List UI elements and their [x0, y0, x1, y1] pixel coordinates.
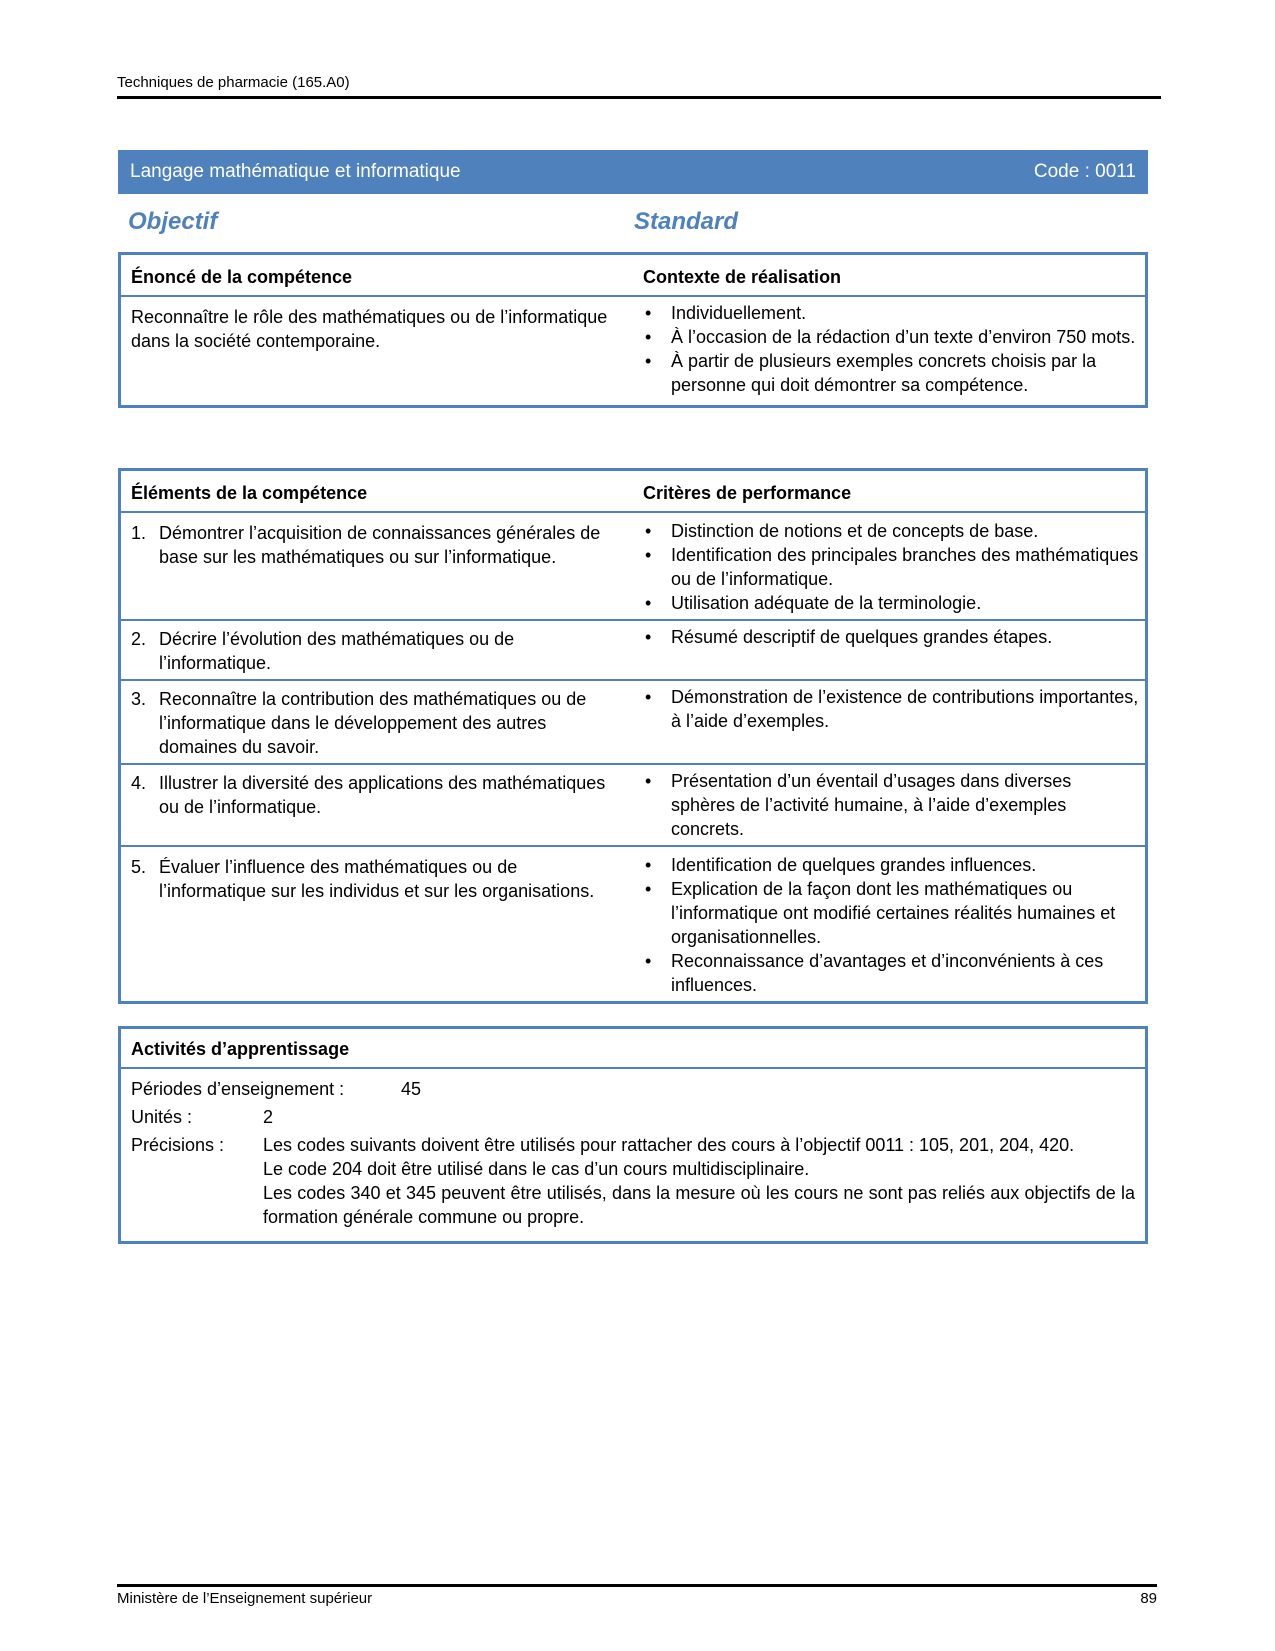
element-number: 2. [131, 629, 147, 649]
precisions-label: Précisions : [131, 1135, 225, 1155]
competence-row [121, 295, 1145, 405]
table-row [121, 619, 1145, 679]
element-number: 1. [131, 523, 147, 543]
course-title-bar [118, 150, 1148, 194]
element-text: Illustrer la diversité des applications des mathématiques ou de l’informatique. [159, 773, 606, 817]
subhead-objectif: Objectif [128, 208, 218, 235]
competence-table-header [121, 255, 1145, 295]
criteria-item: • Utilisation adéquate de la terminologie. [643, 591, 1139, 615]
table-row [121, 679, 1145, 763]
context-header: Contexte de réalisation [643, 267, 842, 287]
criteria-list [643, 625, 1139, 649]
element-number: 4. [131, 773, 147, 793]
element-text: Évaluer l’influence des mathématiques ou de l’informatique sur les individus et sur les organisations. [159, 857, 595, 901]
criteria-item: • Démonstration de l’existence de contributions importantes, à l’aide d’exemples. [643, 685, 1139, 733]
competence-table [118, 252, 1148, 408]
units-label: Unités : [131, 1107, 193, 1127]
element-item [131, 771, 623, 819]
criteria-item: • Présentation d’un éventail d’usages dans diverses sphères de l’activité humaine, à l’aide d’exemples concrets. [643, 769, 1139, 841]
page-footer [117, 1590, 1157, 1607]
periods-label: Périodes d’enseignement : [131, 1079, 345, 1099]
units-value: 2 [263, 1107, 274, 1127]
page-header: Techniques de pharmacie (165.A0) [117, 74, 350, 91]
context-item: • À partir de plusieurs exemples concrets choisis par la personne qui doit démontrer sa compétence. [643, 349, 1139, 397]
precision-item: Les codes suivants doivent être utilisés pour rattacher des cours à l’objectif 0011 : 105, 201, 204, 420. [263, 1135, 1075, 1155]
units-line [131, 1105, 1135, 1129]
criteria-item: • Identification de quelques grandes influences. [643, 853, 1139, 877]
criteria-list [643, 853, 1139, 997]
subhead-standard: Standard [634, 208, 739, 235]
criteria-item: • Explication de la façon dont les mathématiques ou l’informatique ont modifié certaines réalités humaines et organisationnelles. [643, 877, 1139, 949]
competence-statement: Reconnaître le rôle des mathématiques ou de l’informatique dans la société contemporaine. [131, 307, 608, 351]
criteria-list [643, 769, 1139, 841]
criteria-item: • Résumé descriptif de quelques grandes étapes. [643, 625, 1139, 649]
element-item [131, 521, 623, 569]
activities-title: Activités d’apprentissage [121, 1029, 1145, 1069]
precisions-block [131, 1133, 1135, 1229]
footer-rule [117, 1584, 1157, 1587]
element-item [131, 855, 623, 903]
periods-value: 45 [401, 1079, 422, 1099]
table-row [121, 763, 1145, 845]
criteria-item: • Identification des principales branches des mathématiques ou de l’informatique. [643, 543, 1139, 591]
course-title: Langage mathématique et informatique [130, 161, 461, 182]
criteria-list [643, 685, 1139, 733]
elements-table [118, 468, 1148, 1004]
footer-ministry: Ministère de l’Enseignement supérieur [117, 1590, 373, 1607]
context-item: • Individuellement. [643, 301, 1139, 325]
element-item [131, 627, 623, 675]
element-number: 5. [131, 857, 147, 877]
periods-line [131, 1077, 1135, 1101]
element-item [131, 687, 623, 759]
header-rule [117, 96, 1161, 99]
activities-box [118, 1026, 1148, 1244]
criteria-list [643, 519, 1139, 615]
criteria-item: • Distinction de notions et de concepts de base. [643, 519, 1139, 543]
context-item: • À l’occasion de la rédaction d’un texte d’environ 750 mots. [643, 325, 1139, 349]
criteria-header: Critères de performance [643, 483, 852, 503]
elements-table-header [121, 471, 1145, 511]
element-number: 3. [131, 689, 147, 709]
elements-header: Éléments de la compétence [131, 483, 368, 503]
table-row [121, 511, 1145, 619]
page-number: 89 [1140, 1590, 1157, 1607]
context-list [643, 301, 1139, 397]
course-code: Code : 0011 [1033, 161, 1136, 182]
precision-item: Les codes 340 et 345 peuvent être utilisés, dans la mesure où les cours ne sont pas reliés aux objectifs de la formation générale commune ou propre. [263, 1183, 1135, 1227]
element-text: Décrire l’évolution des mathématiques ou de l’informatique. [159, 629, 515, 673]
precision-item: Le code 204 doit être utilisé dans le cas d’un cours multidisciplinaire. [263, 1159, 810, 1179]
competence-statement-header: Énoncé de la compétence [131, 267, 353, 287]
criteria-item: • Reconnaissance d’avantages et d’inconvénients à ces influences. [643, 949, 1139, 997]
element-text: Reconnaître la contribution des mathématiques ou de l’informatique dans le développement des autres domaines du savoir. [159, 689, 587, 757]
table-row [121, 845, 1145, 1001]
element-text: Démontrer l’acquisition de connaissances générales de base sur les mathématiques ou sur l’informatique. [159, 523, 601, 567]
